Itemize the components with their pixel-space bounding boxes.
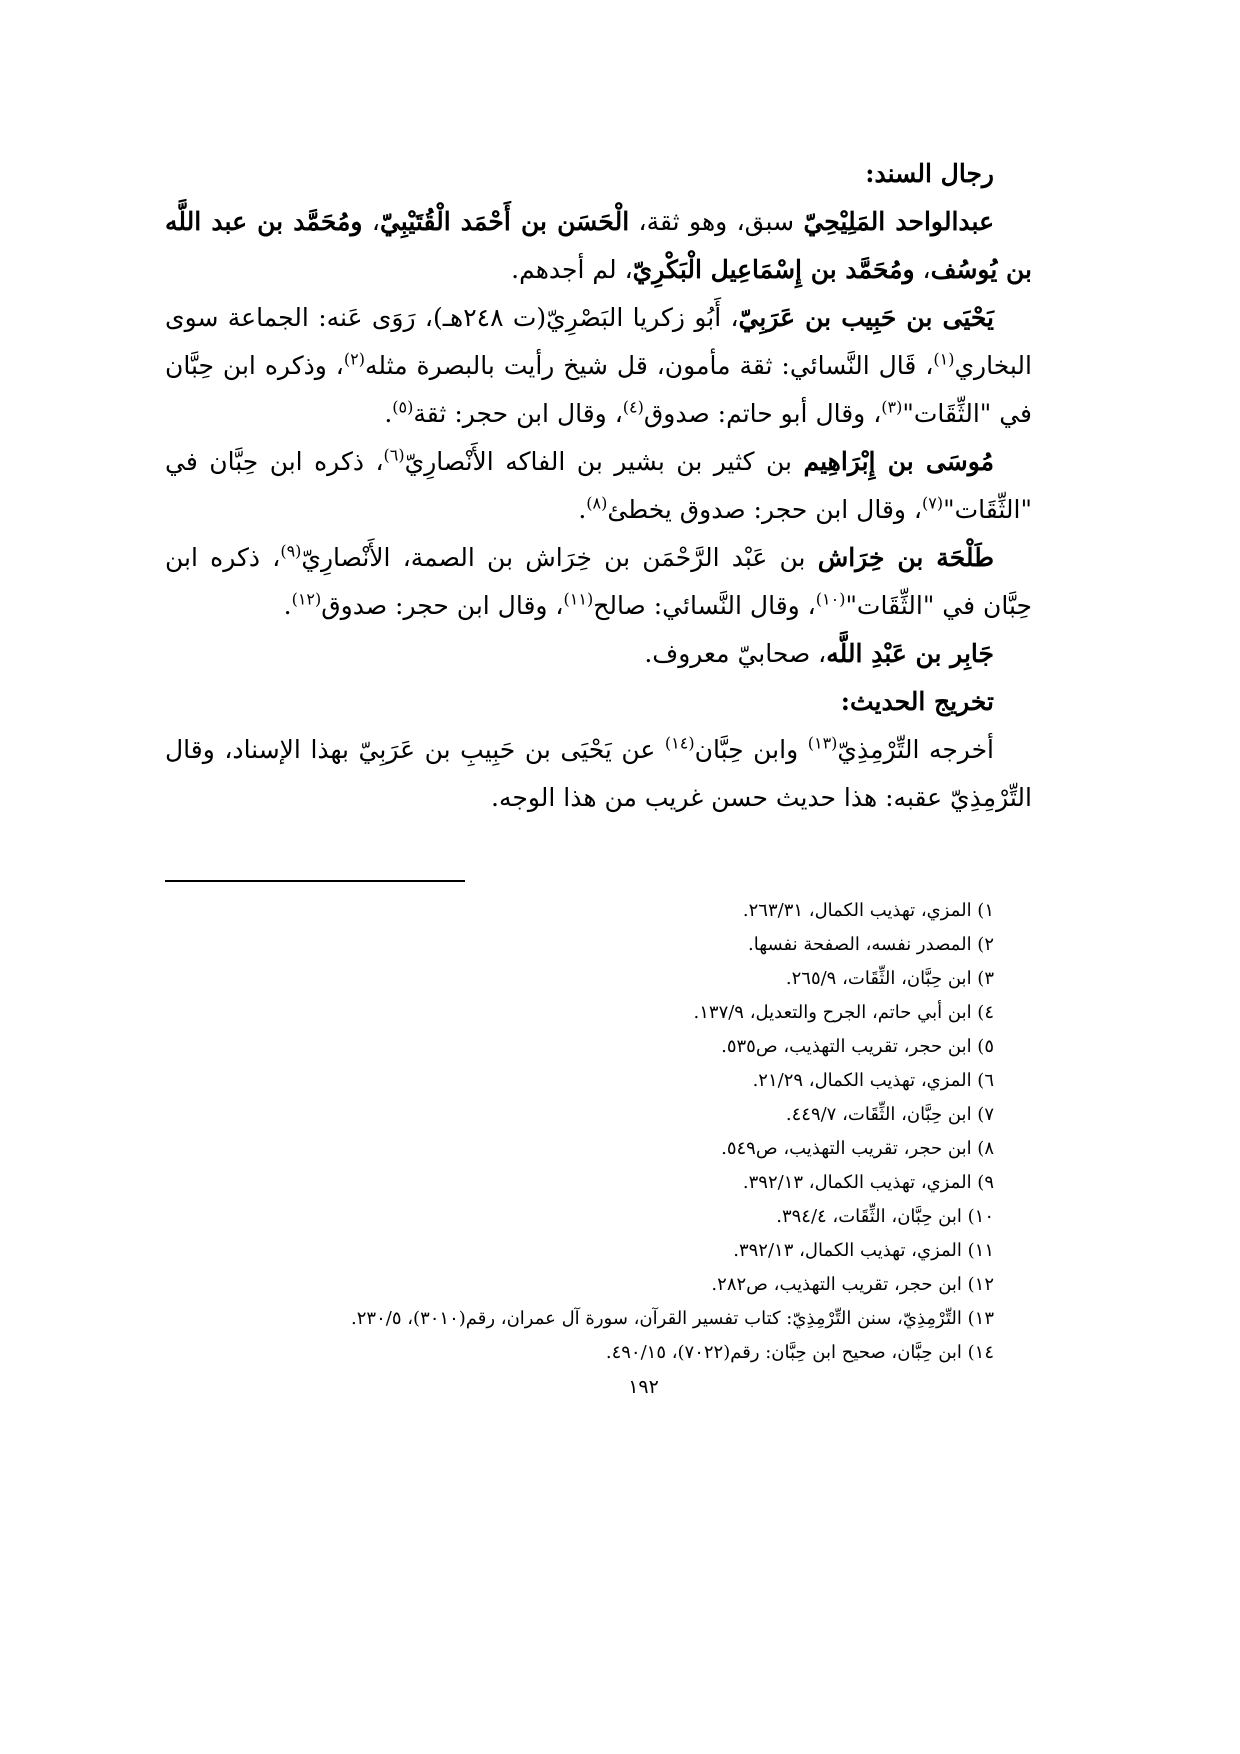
footnote: ١٤) ابن حِبَّان، صحيح ابن حِبَّان: رقم(٧٠٢٢)، ٤٩٠/١٥. — [605, 1342, 994, 1363]
footnote: ١٣) التِّرْمِذِيّ، سنن التِّرْمِذِيّ: كتاب تفسير القرآن، سورة آل عمران، رقم(٣٠١٠)، ٢٣٠/٥. — [351, 1308, 994, 1329]
paragraph-text: سبق، وهو ثقة، — [629, 207, 804, 236]
footnote-ref[interactable]: (١٢) — [291, 589, 322, 609]
paragraph-text: عن يَحْيَى بن حَبِيبِ بن عَرَبِيّ بهذا الإسناد، وقال التِّرْمِذِيّ عقبه: هذا حديث حسن غريب من هذا الوجه. — [165, 735, 1032, 812]
heading-rijal-al-sanad: رجال السند: — [865, 159, 994, 188]
footnote: ٥) ابن حجر، تقريب التهذيب، ص٥٣٥. — [721, 1036, 994, 1057]
footnote-ref[interactable]: (١٠) — [815, 589, 846, 609]
paragraph-text: بن كثير بن بشير بن الفاكه الأَنْصارِيّ — [404, 447, 804, 476]
footnote: ٤) ابن أبي حاتم، الجرح والتعديل، ١٣٧/٩. — [693, 1002, 994, 1023]
narrator-name: ومُحَمَّد بن إِسْمَاعِيل الْبَكْرِيّ — [632, 255, 915, 284]
paragraph-text: ، وقال ابن حجر: صدوق يخطئ — [607, 495, 922, 524]
footnote-ref[interactable]: (٧) — [922, 493, 944, 513]
page-number: ١٩٢ — [628, 1376, 659, 1398]
paragraph-text: . — [283, 591, 292, 620]
paragraph-text: ، ذكره ابن حِبَّان في "الثِّقَات" — [165, 543, 1032, 620]
narrator-name: ومُحَمَّد بن عبد اللَّه بن يُوسُف — [165, 207, 1032, 284]
footnote-ref[interactable]: (١) — [933, 349, 955, 369]
footnote: ١٠) ابن حِبَّان، الثِّقَات، ٣٩٤/٤. — [776, 1206, 994, 1227]
footnote-ref[interactable]: (١٣) — [807, 733, 838, 753]
narrator-name: مُوسَى بن إِبْرَاهِيم — [803, 447, 994, 476]
paragraph-text: ، صحابيّ معروف. — [644, 639, 827, 668]
footnote-ref[interactable]: (٥) — [392, 397, 414, 417]
footnote-ref[interactable]: (١١) — [563, 589, 594, 609]
footnote-ref[interactable]: (٣) — [881, 397, 903, 417]
footnote: ١١) المزي، تهذيب الكمال، ٣٩٢/١٣. — [733, 1240, 994, 1261]
paragraph-text: ، أَبُو زكريا البَصْرِيّ(ت ٢٤٨هـ)، رَوَى عَنه: الجماعة سوى البخاري — [165, 303, 1032, 380]
paragraph-narrators-intro — [165, 198, 1032, 294]
paragraph-text: بن عَبْد الرَّحْمَن بن خِرَاش بن الصمة، الأَنْصارِيّ — [301, 543, 818, 572]
footnote: ٣) ابن حِبَّان، الثِّقَات، ٢٦٥/٩. — [785, 968, 994, 989]
document-page — [165, 150, 1032, 1398]
paragraph-text: ، — [914, 255, 931, 284]
footnote: ٩) المزي، تهذيب الكمال، ٣٩٢/١٣. — [742, 1172, 994, 1193]
narrator-name: جَابِر بن عَبْدِ اللَّه — [826, 639, 994, 668]
paragraph-yahya — [165, 294, 1032, 438]
footnote: ٦) المزي، تهذيب الكمال، ٢١/٢٩. — [752, 1070, 994, 1091]
footnote: ٢) المصدر نفسه، الصفحة نفسها. — [747, 934, 994, 955]
footnote-ref[interactable]: (٤) — [622, 397, 644, 417]
heading-takhrij-al-hadith: تخريج الحديث: — [840, 687, 994, 716]
footnote: ١) المزي، تهذيب الكمال، ٢٦٣/٣١. — [742, 900, 994, 921]
paragraph-text: ، وذكره ابن حِبَّان في "الثِّقَات" — [165, 351, 1032, 428]
paragraph-text: ، وقال أبو حاتم: صدوق — [643, 399, 882, 428]
narrator-name: الْحَسَن بن أَحْمَد الْقُتَيْبِيّ — [379, 207, 630, 236]
paragraph-text: ، وقال ابن حجر: صدوق — [321, 591, 564, 620]
footnote-separator-wrap — [165, 880, 1032, 882]
footnote: ١٢) ابن حجر، تقريب التهذيب، ص٢٨٢. — [711, 1274, 994, 1295]
paragraph-text: . — [384, 399, 393, 428]
footnote-ref[interactable]: (١٤) — [664, 733, 695, 753]
footnote: ٨) ابن حجر، تقريب التهذيب، ص٥٤٩. — [721, 1138, 994, 1159]
main-text — [165, 150, 1032, 822]
paragraph-talha — [165, 534, 1032, 630]
paragraph-takhrij — [165, 726, 1032, 822]
paragraph-text: ، ذكره ابن حِبَّان في "الثِّقَات" — [165, 447, 1032, 524]
paragraph-text: ، لم أجدهم. — [511, 255, 633, 284]
footnote-ref[interactable]: (٦) — [383, 445, 405, 465]
narrator-name: عبدالواحد المَلِيْحِيّ — [803, 207, 994, 236]
narrator-name: يَحْيَى بن حَبِيب بن عَرَبِيّ — [738, 303, 994, 332]
footnote-ref[interactable]: (٩) — [280, 541, 302, 561]
paragraph-text: ، — [362, 207, 380, 236]
paragraph-text: ، وقال ابن حجر: ثقة — [413, 399, 623, 428]
narrator-name: طَلْحَة بن خِرَاش — [817, 543, 994, 572]
paragraph-text: ، قَال النَّسائي: ثقة مأمون، قل شيخ رأيت بالبصرة مثله — [364, 351, 934, 380]
footnote-ref[interactable]: (٢) — [343, 349, 365, 369]
footnote: ٧) ابن حِبَّان، الثِّقَات، ٤٤٩/٧. — [785, 1104, 994, 1125]
footnotes — [165, 894, 1032, 1370]
paragraph-text: . — [578, 495, 587, 524]
footnote-separator — [165, 880, 465, 882]
paragraph-text: وابن حِبَّان — [694, 735, 808, 764]
paragraph-jabir — [165, 630, 1032, 678]
paragraph-text: أخرجه التِّرْمِذِيّ — [837, 735, 994, 764]
paragraph-musa — [165, 438, 1032, 534]
footnote-ref[interactable]: (٨) — [586, 493, 608, 513]
paragraph-text: ، وقال النَّسائي: صالح — [593, 591, 816, 620]
